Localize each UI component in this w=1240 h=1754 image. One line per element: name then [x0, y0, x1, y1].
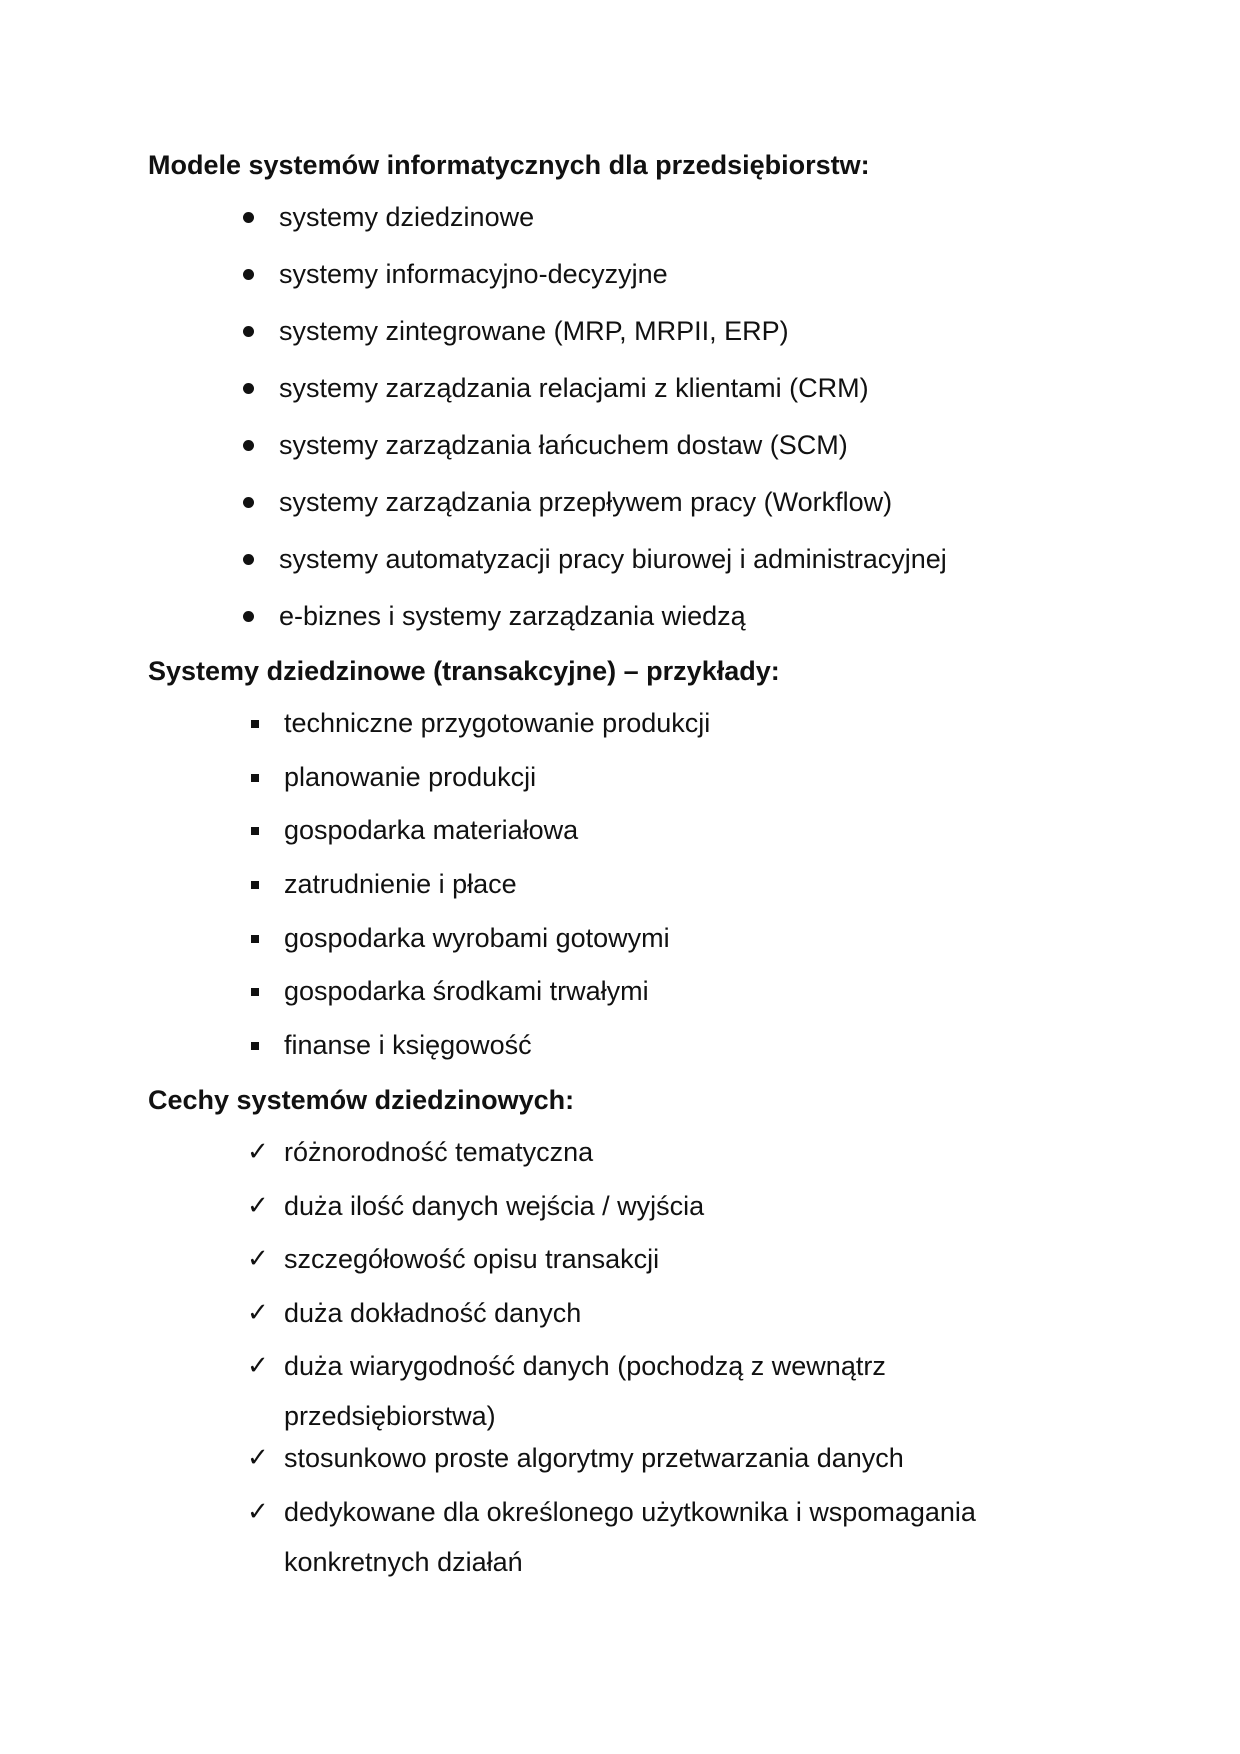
list-item-text: planowanie produkcji [284, 761, 537, 792]
list-dziedzinowe [0, 706, 1240, 1082]
checkmark-icon: ✓ [247, 1137, 269, 1167]
checkmark-icon: ✓ [247, 1496, 269, 1527]
list-item [0, 867, 1240, 921]
list-item-text: systemy zarządzania przepływem pracy (Workflow) [279, 487, 893, 517]
list-item [0, 428, 1240, 485]
list-item-text: finanse i księgowość [284, 1030, 532, 1061]
list-item-text: e-biznes i systemy zarządzania wiedzą [279, 601, 746, 631]
list-item [0, 706, 1240, 760]
list-cechy [0, 1135, 1240, 1587]
list-item-text: systemy zintegrowane (MRP, MRPII, ERP) [279, 316, 789, 346]
list-item-text: systemy zarządzania łańcuchem dostaw (SCM) [279, 430, 848, 460]
list-item-text: zatrudnienie i płace [284, 869, 517, 900]
checkmark-icon: ✓ [247, 1190, 269, 1221]
list-item [0, 371, 1240, 428]
list-item [0, 921, 1240, 975]
list-item-text: duża wiarygodność danych (pochodzą z wewnątrz przedsiębiorstwa) [284, 1351, 886, 1432]
bullet-dot-icon [243, 611, 254, 622]
bullet-square-icon [251, 774, 259, 782]
list-item [0, 542, 1240, 599]
list-item-text: duża dokładność danych [284, 1297, 582, 1328]
bullet-dot-icon [243, 497, 254, 508]
list-item [0, 314, 1240, 371]
checkmark-icon: ✓ [247, 1297, 269, 1328]
list-item-text: duża ilość danych wejścia / wyjścia [284, 1190, 705, 1221]
list-item-text: systemy automatyzacji pracy biurowej i administracyjnej [279, 544, 947, 574]
bullet-square-icon [251, 827, 259, 835]
list-item-text: stosunkowo proste algorytmy przetwarzania danych [284, 1443, 904, 1474]
list-item-text: techniczne przygotowanie produkcji [284, 708, 711, 738]
bullet-dot-icon [243, 212, 254, 223]
list-item [0, 974, 1240, 1028]
bullet-square-icon [251, 881, 259, 889]
checkmark-icon: ✓ [247, 1443, 269, 1474]
bullet-square-icon [251, 988, 259, 996]
list-item [0, 1349, 1240, 1441]
list-item [0, 1495, 1240, 1587]
list-item [0, 1242, 1240, 1296]
list-item [0, 200, 1240, 257]
bullet-square-icon [251, 720, 259, 728]
list-item-text: szczegółowość opisu transakcji [284, 1244, 660, 1275]
bullet-dot-icon [243, 383, 254, 394]
list-item [0, 599, 1240, 656]
bullet-dot-icon [243, 440, 254, 451]
section-heading-modele: Modele systemów informatycznych dla przedsiębiorstw: [148, 150, 870, 180]
list-item-text: gospodarka wyrobami gotowymi [284, 922, 670, 953]
list-item [0, 1028, 1240, 1082]
list-item-text: systemy dziedzinowe [279, 202, 535, 232]
list-item [0, 257, 1240, 314]
checkmark-icon: ✓ [247, 1351, 269, 1382]
bullet-dot-icon [243, 269, 254, 280]
section-heading-dziedzinowe: Systemy dziedzinowe (transakcyjne) – przykłady: [148, 656, 780, 686]
checkmark-icon: ✓ [247, 1244, 269, 1275]
list-item-text: systemy zarządzania relacjami z klientami (CRM) [279, 373, 869, 403]
list-modele [0, 200, 1240, 656]
list-item-text: gospodarka środkami trwałymi [284, 976, 649, 1007]
section-heading-cechy: Cechy systemów dziedzinowych: [148, 1085, 575, 1115]
list-item [0, 760, 1240, 814]
list-item [0, 485, 1240, 542]
bullet-square-icon [251, 935, 259, 943]
bullet-square-icon [251, 1042, 259, 1050]
bullet-dot-icon [243, 326, 254, 337]
list-item [0, 813, 1240, 867]
list-item-text: gospodarka materiałowa [284, 815, 579, 846]
list-item-text: dedykowane dla określonego użytkownika i wspomagania konkretnych działań [284, 1496, 976, 1577]
list-item-text: różnorodność tematyczna [284, 1137, 594, 1167]
bullet-dot-icon [243, 554, 254, 565]
list-item-text: systemy informacyjno-decyzyjne [279, 259, 668, 289]
